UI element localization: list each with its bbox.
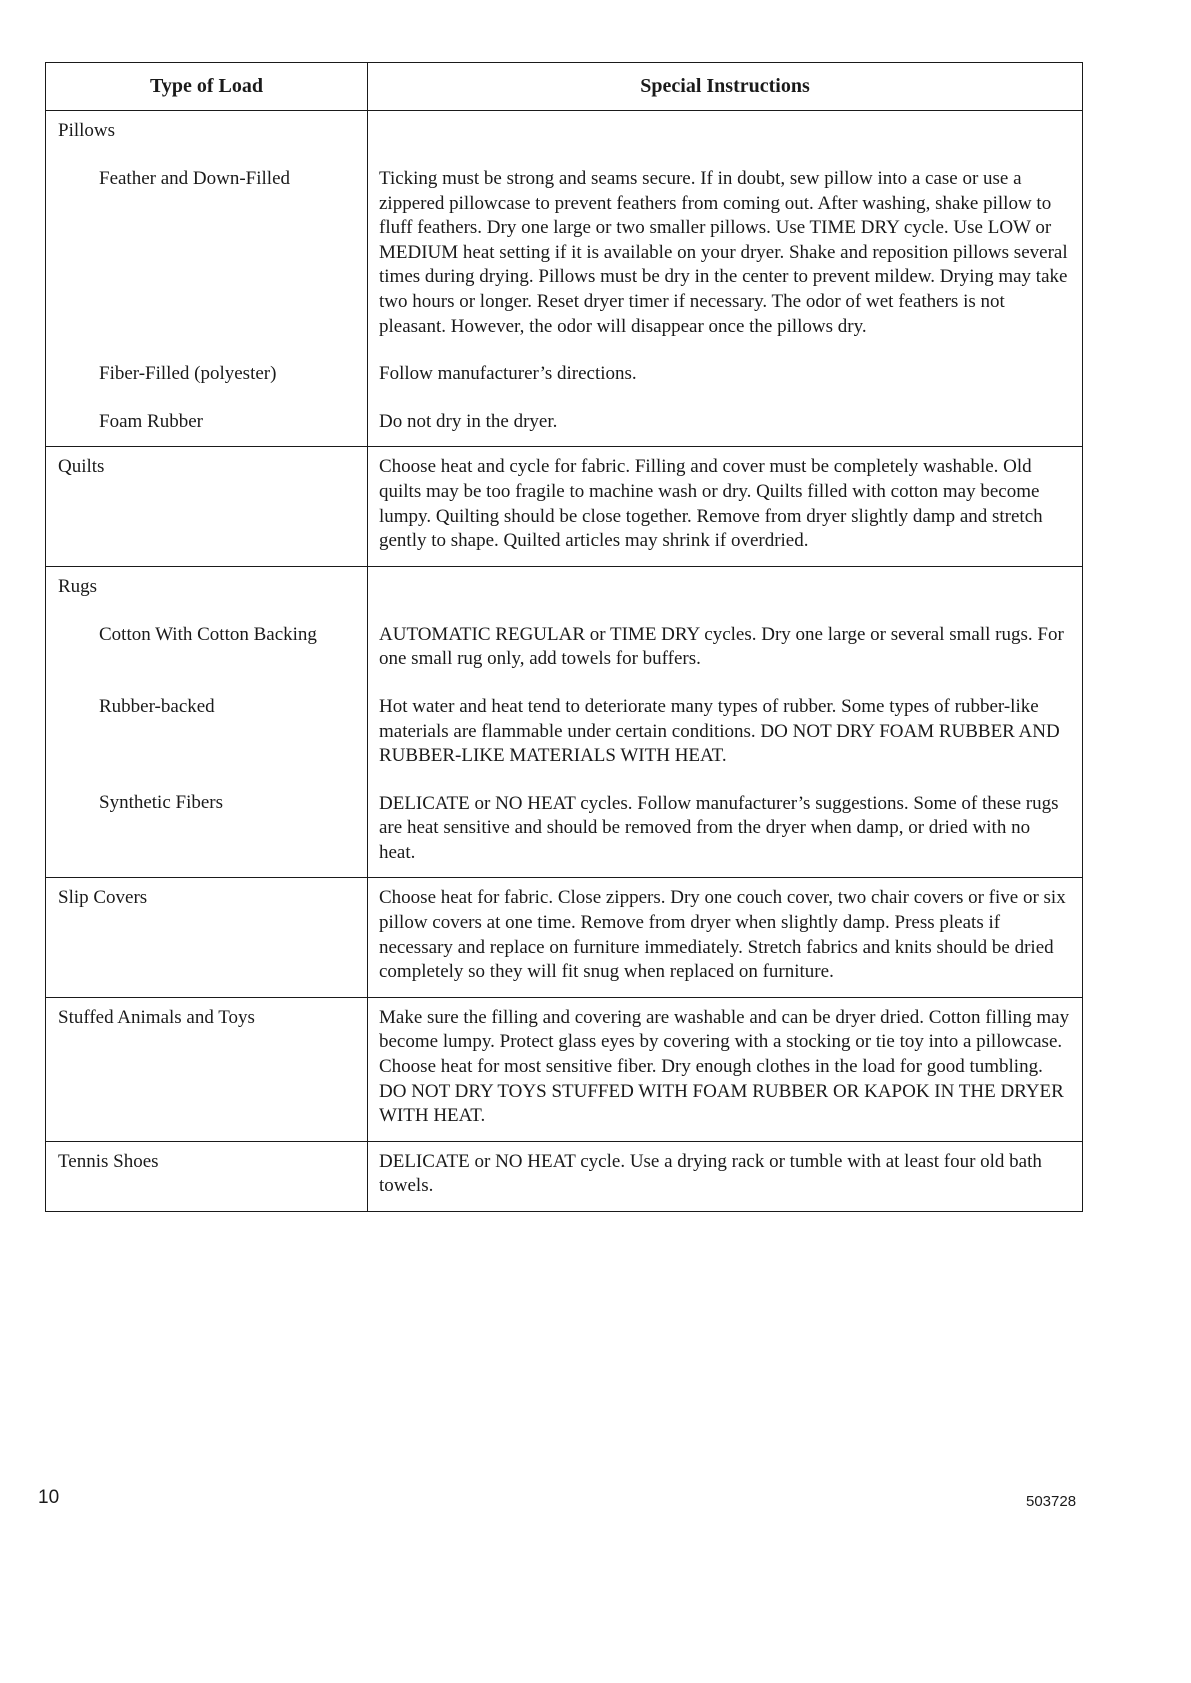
table-row (46, 447, 1083, 566)
instruction-text: DELICATE or NO HEAT cycle. Use a drying rack or tumble with at least four old bath towels. (379, 1150, 1042, 1197)
care-instructions-table (45, 62, 1083, 1212)
page-number: 10 (38, 1487, 60, 1508)
instruction-text: Ticking must be strong and seams secure. If in doubt, sew pillow into a case or use a zippered pillowcase to prevent feathers from coming out. After washing, shake pillow to fluff feathers. Dry one large or two smaller pillows. Use TIME DRY cycle. Use LOW or MEDIUM heat setting if it is available on your dryer. Shake and reposition pillows several times during drying. Pillows must be dry in the center to prevent mildew. Drying may take two hours or longer. Reset dryer timer if necessary. The odor of wet feathers is not pleasant. However, the odor will disappear once the pillows dry. (379, 168, 1068, 337)
instruction-text: Hot water and heat tend to deteriorate many types of rubber. Some types of rubber-like materials are flammable under certain conditions. DO NOT DRY FOAM RUBBER AND RUBBER-LIKE MATERIALS WITH HEAT. (379, 695, 1060, 767)
type-cell (46, 447, 368, 566)
instructions-cell (368, 566, 1083, 878)
type-cell (46, 878, 368, 997)
table-row (46, 111, 1083, 447)
sub-label: Feather and Down-Filled (99, 168, 291, 189)
instructions-cell (368, 997, 1083, 1141)
sub-label: Rubber-backed (99, 695, 215, 717)
header-special-instructions: Special Instructions (368, 63, 1083, 111)
instructions-cell (368, 878, 1083, 997)
header-type-of-load: Type of Load (46, 63, 368, 111)
sub-item (58, 410, 357, 435)
document-code: 503728 (1026, 1493, 1077, 1510)
instruction-text: Choose heat for fabric. Close zippers. Dry one couch cover, two chair covers or five or six pillow covers at one time. Remove from dryer when slightly damp. Press pleats if necessary and replace on furniture immediately. Stretch fabrics and knits should be dried completely so they will fit snug when replaced on furniture. (379, 887, 1066, 983)
sub-item (379, 695, 1070, 769)
sub-item (379, 362, 1070, 387)
group-label: Rugs (58, 575, 98, 597)
instructions-cell (368, 1141, 1083, 1211)
table-row (46, 997, 1083, 1141)
type-cell (46, 111, 368, 447)
instruction-text: AUTOMATIC REGULAR or TIME DRY cycles. Dry one large or several small rugs. For one small rug only, add towels for buffers. (379, 623, 1064, 670)
type-cell (46, 1141, 368, 1211)
table-row (46, 1141, 1083, 1211)
group-label: Quilts (58, 456, 105, 478)
instruction-text: DELICATE or NO HEAT cycles. Follow manufacturer’s suggestions. Some of these rugs are heat sensitive and should be removed from the dryer when damp, or dried with no heat. (379, 792, 1059, 863)
instructions-cell (368, 111, 1083, 447)
sub-label: Cotton With Cotton Backing (99, 623, 317, 645)
sub-item (379, 792, 1070, 866)
instruction-text: Make sure the filling and covering are washable and can be dryer dried. Cotton filling may become lumpy. Protect glass eyes by covering with a stocking or tie toy into a pillowcase. Choose heat for most sensitive fiber. Dry enough clothes in the load for good tumbling. DO NOT DRY TOYS STUFFED WITH FOAM RUBBER OR KAPOK IN THE DRYER WITH HEAT. (379, 1006, 1070, 1127)
instruction-text: Follow manufacturer’s directions. (379, 363, 637, 385)
spacer (379, 119, 1070, 167)
sub-label: Foam Rubber (99, 410, 203, 432)
sub-item (58, 695, 357, 768)
instruction-text: Do not dry in the dryer. (379, 410, 558, 432)
group-label: Tennis Shoes (58, 1150, 159, 1172)
instructions-cell (368, 447, 1083, 566)
sub-item (58, 362, 357, 387)
table-row (46, 878, 1083, 997)
table-row (46, 566, 1083, 878)
group-label: Slip Covers (58, 887, 148, 909)
sub-item (379, 410, 1070, 435)
instruction-text: Choose heat and cycle for fabric. Filling and cover must be completely washable. Old quilts may be too fragile to machine wash or dry. Quilts filled with cotton may become lumpy. Quilting should be close together. Remove from dryer slightly damp and stretch gently to shape. Quilted articles may shrink if overdried. (379, 456, 1043, 552)
sub-item (379, 623, 1070, 672)
sub-item (58, 791, 357, 816)
sub-item (58, 167, 357, 339)
spacer (379, 575, 1070, 623)
sub-label: Fiber-Filled (polyester) (99, 363, 277, 384)
sub-item (379, 167, 1070, 339)
type-cell (46, 566, 368, 878)
sub-item (58, 623, 357, 672)
header-row (46, 63, 1083, 111)
group-label: Stuffed Animals and Toys (58, 1006, 255, 1028)
type-cell (46, 997, 368, 1141)
sub-label: Synthetic Fibers (99, 791, 224, 813)
group-label: Pillows (58, 120, 116, 141)
